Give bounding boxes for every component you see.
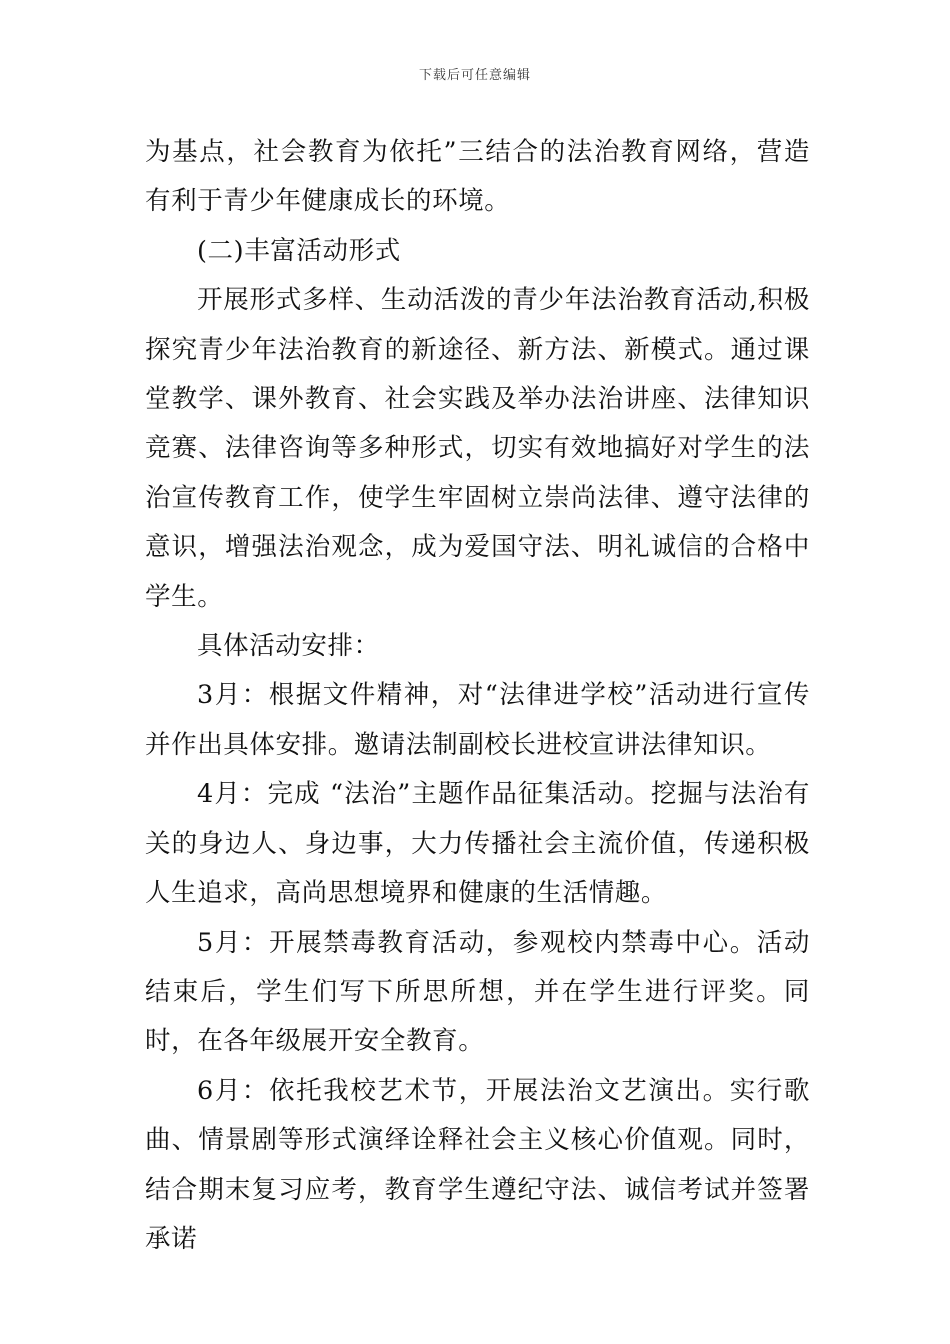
paragraph-april: 4月：完成 “法治”主题作品征集活动。挖掘与法治有关的身边人、身边事，大力传播社会主流价值，传递积极人生追求，高尚思想境界和健康的生活情趣。 bbox=[145, 779, 810, 909]
section-heading: (二)丰富活动形式 bbox=[197, 235, 401, 266]
page-header: 下载后可任意编辑 bbox=[418, 68, 531, 83]
paragraph-continuation: 为基点，社会教育为依托”三结合的法治教育网络，营造有利于青少年健康成长的环境。 bbox=[145, 137, 810, 217]
paragraph-march: 3月：根据文件精神，对“法律进学校”活动进行宣传并作出具体安排。邀请法制副校长进校宣讲法律知识。 bbox=[145, 680, 810, 760]
paragraph-june: 6月：依托我校艺术节，开展法治文艺演出。实行歌曲、情景剧等形式演绎诠释社会主义核心价值观。同时，结合期末复习应考，教育学生遵纪守法、诚信考试并签署承诺 bbox=[145, 1075, 810, 1254]
paragraph-may: 5月：开展禁毒教育活动，参观校内禁毒中心。活动结束后，学生们写下所思所想，并在学生进行评奖。同时，在各年级展开安全教育。 bbox=[145, 927, 810, 1057]
paragraph-activity-forms: 开展形式多样、生动活泼的青少年法治教育活动,积极探究青少年法治教育的新途径、新方法、新模式。通过课堂教学、课外教育、社会实践及举办法治讲座、法律知识竞赛、法律咨询等多种形式，切实有效地搞好对学生的法治宣传教育工作，使学生牢固树立崇尚法律、遵守法律的意识，增强法治观念，成为爱国守法、明礼诚信的合格中学生。 bbox=[145, 285, 810, 612]
document-body bbox=[145, 128, 810, 1264]
paragraph-schedule-intro: 具体活动安排： bbox=[197, 631, 380, 662]
